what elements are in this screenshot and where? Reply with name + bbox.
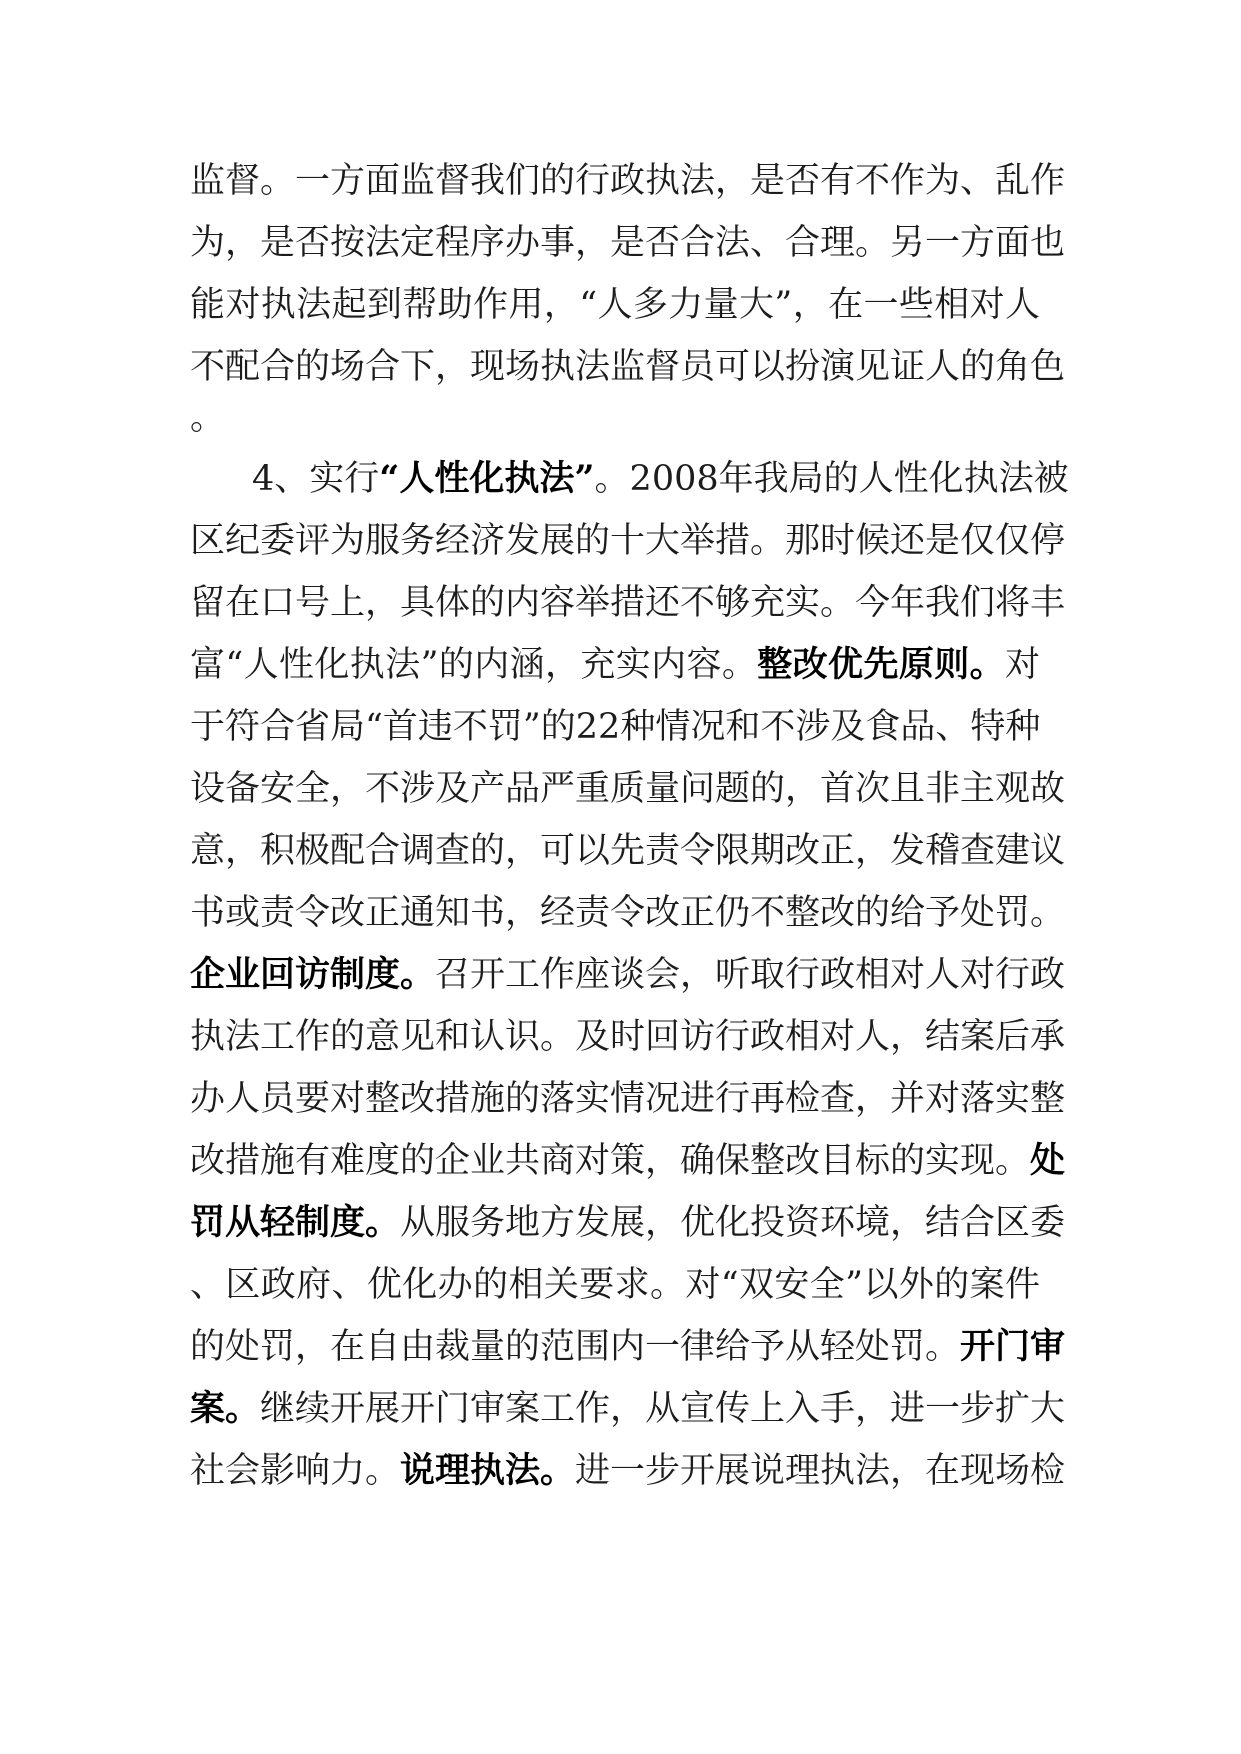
text-line [190, 1378, 1066, 1440]
text-run: 。 [190, 398, 226, 438]
text-line [190, 1192, 1066, 1254]
text-run: 的处罚，在自由裁量的范围内一律给予从轻处罚。 [190, 1327, 961, 1367]
text-run: 办人员要对整改措施的落实情况进行再检查，并对落实整 [190, 1079, 1066, 1119]
bold-heading: 处 [1030, 1140, 1066, 1181]
text-line [190, 510, 1066, 572]
text-run: 召开工作座谈会，听取行政相对人对行政 [435, 955, 1066, 995]
text-run: 社会影响力。 [190, 1451, 401, 1491]
text-run: 进一步开展说理执法，在现场检 [575, 1451, 1066, 1491]
text-run: 从服务地方发展，优化投资环境，结合区委 [400, 1203, 1066, 1243]
text-run: 区纪委评为服务经济发展的十大举措。那时候还是仅仅停 [190, 521, 1066, 561]
text-run: 不配合的场合下，现场执法监督员可以扮演见证人的角色 [190, 347, 1066, 387]
text-line [190, 212, 1066, 274]
text-line [190, 274, 1040, 336]
body-text [190, 150, 1069, 1502]
text-line [190, 882, 1066, 944]
text-line [190, 634, 1040, 696]
text-run: 改措施有难度的企业共商对策，确保整改目标的实现。 [190, 1141, 1031, 1181]
text-line [190, 1130, 1066, 1192]
text-line [190, 1068, 1066, 1130]
text-line [190, 150, 1066, 212]
text-line [190, 758, 1066, 820]
text-line [190, 1006, 1066, 1068]
text-line [190, 572, 1066, 634]
text-line [190, 1440, 1066, 1502]
bold-heading: 开门审 [960, 1326, 1066, 1367]
text-run: 为，是否按法定程序办事，是否合法、合理。另一方面也 [190, 223, 1066, 263]
text-line [190, 336, 1066, 398]
text-run: 意，积极配合调查的，可以先责令限期改正，发稽查建议 [190, 831, 1066, 871]
text-run: 4、实行 [252, 459, 380, 499]
bold-heading: 企业回访制度。 [190, 954, 436, 995]
bold-heading: 案。 [190, 1388, 261, 1429]
text-line [190, 398, 1040, 448]
text-run: 监督。一方面监督我们的行政执法，是否有不作为、乱作 [190, 161, 1066, 201]
text-run: 富“人性化执法”的内涵，充实内容。 [190, 645, 758, 685]
text-line [190, 1254, 1040, 1316]
bold-heading: 说理执法。 [400, 1450, 576, 1491]
text-run: 于符合省局“首违不罚”的22种情况和不涉及食品、特种 [190, 707, 1041, 747]
text-line [190, 944, 1066, 1006]
text-run: 书或责令改正通知书，经责令改正仍不整改的给予处罚。 [190, 893, 1066, 933]
text-run: 留在口号上，具体的内容举措还不够充实。今年我们将丰 [190, 583, 1066, 623]
bold-heading: “人性化执法” [379, 458, 595, 499]
text-run: 执法工作的意见和认识。及时回访行政相对人，结案后承 [190, 1017, 1066, 1057]
text-run: 、区政府、优化办的相关要求。对“双安全”以外的案件 [190, 1265, 1040, 1305]
text-line [190, 820, 1066, 882]
text-run: 对 [1004, 645, 1040, 685]
text-line [190, 448, 1069, 510]
text-run: 继续开展开门审案工作，从宣传上入手，进一步扩大 [260, 1389, 1066, 1429]
bold-heading: 罚从轻制度。 [190, 1202, 401, 1243]
text-line [190, 1316, 1066, 1378]
text-run: 。2008年我局的人性化执法被 [594, 459, 1069, 499]
text-line [190, 696, 1040, 758]
text-run: 能对执法起到帮助作用，“人多力量大”，在一些相对人 [190, 285, 1040, 325]
bold-heading: 整改优先原则。 [757, 644, 1005, 685]
text-run: 设备安全，不涉及产品严重质量问题的，首次且非主观故 [190, 769, 1066, 809]
